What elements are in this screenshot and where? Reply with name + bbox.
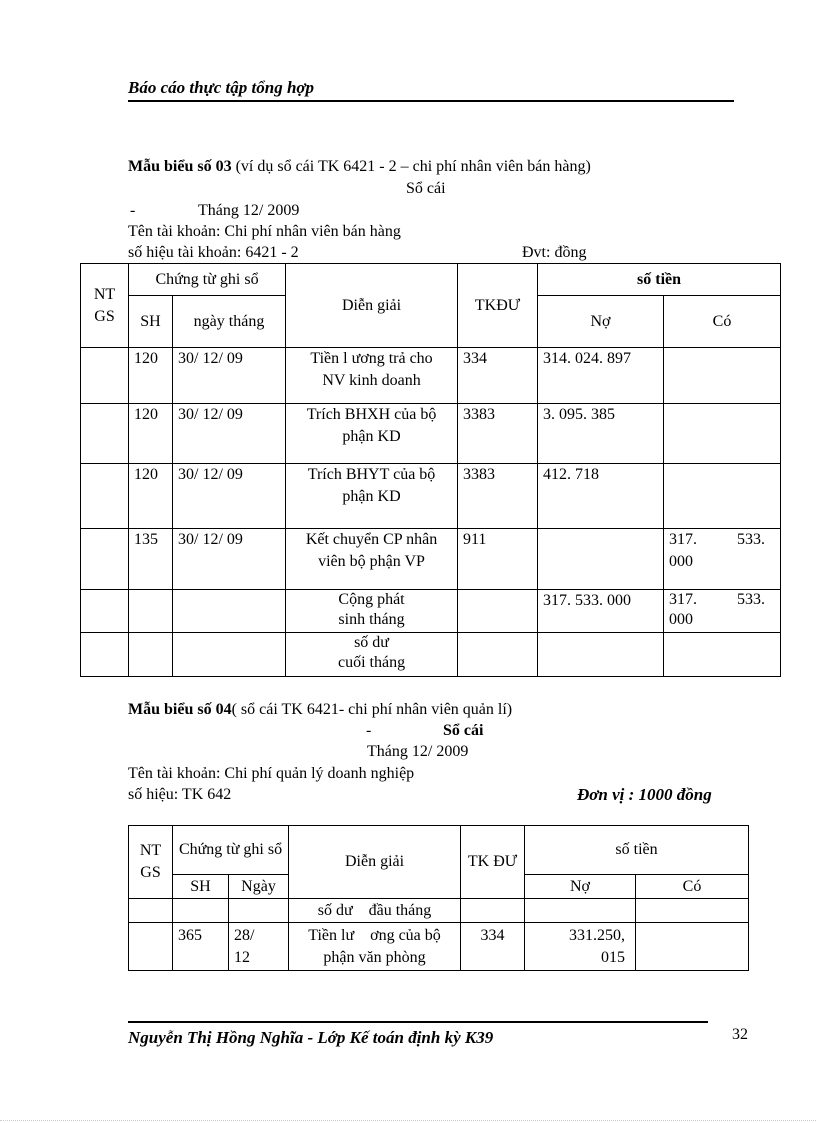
col-ntgs: NT GS	[129, 826, 173, 899]
header-title: Báo cáo thực tập tổng hợp	[128, 78, 315, 97]
col-voucher: Chứng từ ghi sổ	[129, 264, 286, 296]
table-row: Cộng phát sinh tháng 317. 533. 000 317. 533. 000	[81, 590, 781, 633]
form4-caption	[128, 701, 512, 719]
col-tkdu: TK ĐƯ	[461, 826, 525, 899]
col-ntgs: NT GS	[81, 264, 129, 348]
col-co: Có	[664, 296, 781, 348]
col-voucher: Chứng từ ghi sổ	[173, 826, 289, 875]
col-date: Ngày	[229, 875, 289, 899]
table-row: 120 30/ 12/ 09 Trích BHXH của bộ phận KD 3383 3. 095. 385	[81, 404, 781, 464]
table-row: 120 30/ 12/ 09 Tiền l ương trả cho NV kinh doanh 334 314. 024. 897	[81, 348, 781, 404]
form4-dash: -	[366, 722, 372, 739]
page-edge	[0, 1120, 816, 1121]
footer-rule	[128, 1021, 708, 1023]
form3-account-no: số hiệu tài khoản: 6421 - 2	[128, 244, 299, 261]
col-tkdu: TKĐƯ	[458, 264, 538, 348]
form3-dash: -	[130, 202, 136, 219]
form3-ledger-title: Sổ cái	[406, 180, 446, 197]
col-co: Có	[636, 875, 749, 899]
col-desc: Diễn giải	[286, 264, 458, 348]
form4-month: Tháng 12/ 2009	[367, 743, 469, 760]
table-row: 365 28/ 12 Tiền lư ơng của bộ phận văn phòng 334 331.250, 015	[129, 923, 749, 971]
form3-month: Tháng 12/ 2009	[198, 202, 300, 219]
form4-label: Mẫu biểu số 04	[128, 701, 232, 718]
col-no: Nợ	[525, 875, 636, 899]
form3-unit: Đvt: đồng	[522, 244, 587, 261]
form3-caption	[128, 158, 591, 176]
footer-author: Nguyễn Thị Hồng Nghĩa - Lớp Kế toán định kỳ K39	[128, 1028, 494, 1047]
form3-account-name: Tên tài khoản: Chi phí nhân viên bán hàng	[128, 223, 401, 240]
form4-label-rest: ( sổ cái TK 6421- chi phí nhân viên quản lí)	[231, 701, 513, 718]
form3-table	[80, 263, 781, 677]
table-row: số dư cuối tháng	[81, 633, 781, 677]
page-number: 32	[732, 1026, 748, 1043]
table-row: 135 30/ 12/ 09 Kết chuyển CP nhân viên bộ phận VP 911 317. 533. 000	[81, 529, 781, 590]
col-amount: số tiền	[538, 264, 781, 296]
table-row: số dư đầu tháng	[129, 899, 749, 923]
form4-account-name: Tên tài khoản: Chi phí quản lý doanh nghiệp	[128, 765, 415, 782]
form4-ledger-title: Sổ cái	[443, 722, 484, 739]
col-date: ngày tháng	[173, 296, 286, 348]
form4-unit: Đơn vị : 1000 đồng	[577, 785, 712, 804]
table-row: 120 30/ 12/ 09 Trích BHYT của bộ phận KD 3383 412. 718	[81, 464, 781, 529]
form4-account-no: số hiệu: TK 642	[128, 786, 232, 803]
col-sh: SH	[173, 875, 229, 899]
col-desc: Diễn giải	[289, 826, 461, 899]
col-sh: SH	[129, 296, 173, 348]
form3-label: Mẫu biểu số 03	[128, 158, 232, 175]
col-no: Nợ	[538, 296, 664, 348]
header-rule	[128, 100, 734, 102]
form3-label-rest: (ví dụ sổ cái TK 6421 - 2 – chi phí nhân viên bán hàng)	[231, 158, 591, 175]
form4-table	[128, 825, 749, 971]
col-amount: số tiền	[525, 826, 749, 875]
